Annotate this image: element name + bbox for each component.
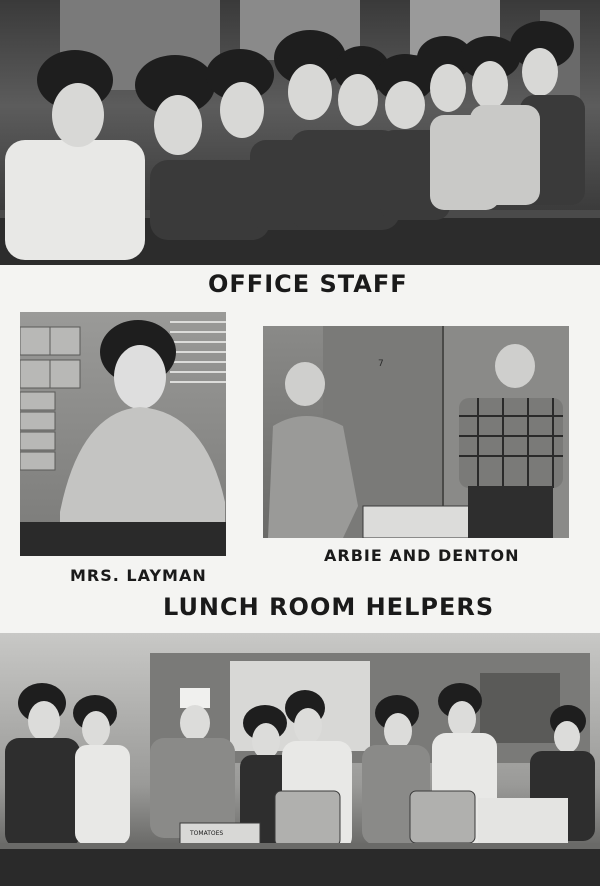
arbie-denton-photo <box>263 326 569 538</box>
office-staff-illustration <box>0 0 600 265</box>
lunch-room-helpers-photo <box>0 633 600 886</box>
mrs-layman-photo <box>20 312 226 556</box>
caption-lunch-room-helpers: LUNCH ROOM HELPERS <box>163 593 495 621</box>
tomatoes-box-label: TOMATOES <box>190 830 224 837</box>
caption-office-staff: OFFICE STAFF <box>208 270 408 298</box>
caption-mrs-layman: MRS. LAYMAN <box>70 566 207 585</box>
mrs-layman-illustration <box>20 312 226 556</box>
office-staff-photo <box>0 0 600 265</box>
lunch-room-illustration <box>0 633 600 886</box>
arbie-denton-illustration <box>263 326 569 538</box>
caption-arbie-denton: ARBIE AND DENTON <box>324 546 520 565</box>
door-number: 7 <box>378 359 384 369</box>
